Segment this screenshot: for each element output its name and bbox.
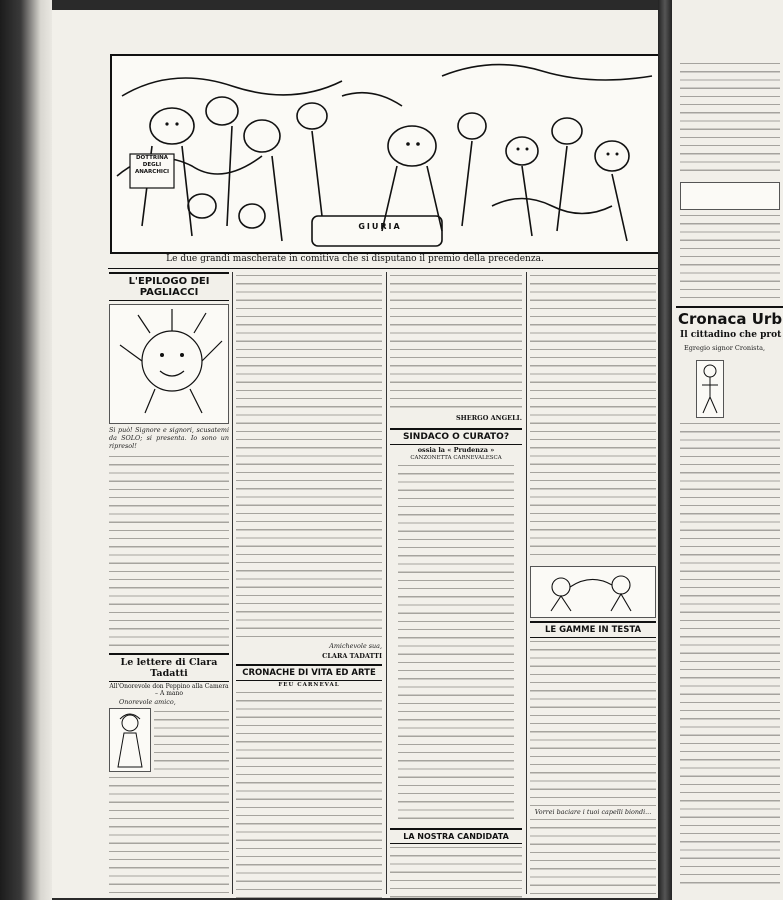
facing-page-greeting: Egregio signor Cronista, — [684, 344, 766, 352]
sign-giuria: GIURIA — [358, 222, 402, 231]
facing-page-header: Cronaca Urb — [678, 310, 783, 328]
facing-page-subheader: Il cittadino che prot — [680, 330, 782, 340]
lettere-signature: CLARA TADATTI — [322, 652, 382, 661]
book-binding — [0, 0, 52, 900]
gamme-illustration — [530, 566, 656, 618]
lettere-body-text — [109, 774, 229, 898]
column-3 — [390, 272, 522, 898]
article-title-gamme: LE GAMME IN TESTA — [544, 625, 642, 635]
lettere-salutation: Onorevole amico, — [119, 697, 176, 706]
facing-page-body — [680, 420, 780, 890]
gamme-body-continued — [530, 816, 656, 898]
page-gutter — [658, 0, 672, 900]
facing-page-ad — [680, 182, 780, 210]
newspaper-page — [52, 10, 658, 898]
cartoon-caption: Le due grandi mascherate in comitiva che si disputano il premio della precedenza. — [166, 254, 544, 264]
epilogo-body-text — [109, 453, 229, 649]
sindaco-subtitle2: CANZONETTA CARNEVALESCA — [410, 455, 502, 461]
epilogo-intro: Si può! Signore e signori, scusatemi da SOLO; si presenta. Io sono un ripresol! — [109, 426, 229, 451]
gamme-body-text — [530, 638, 656, 808]
cronache-subtitle: FEU CARNEVAL — [278, 682, 340, 689]
column4-body-text — [530, 272, 656, 562]
pagliaccio-illustration — [109, 304, 229, 424]
column3-body-text — [390, 272, 522, 412]
sindaco-subtitle: ossia la « Prudenza » — [417, 446, 495, 454]
gamme-verse: Vorrei baciare i tuoi capelli biondi... — [534, 808, 652, 816]
article-title-epilogo: L'EPILOGO DEI PAGLIACCI — [128, 276, 210, 298]
lettere-body-continued — [236, 272, 382, 640]
column-2 — [236, 272, 382, 898]
cartoon-illustration — [110, 54, 658, 254]
column-4 — [530, 272, 656, 898]
article-title-candidata: LA NOSTRA CANDIDATA — [403, 832, 509, 841]
column3-signature: SHERGO ANGELI. — [455, 414, 522, 422]
lady-illustration — [109, 708, 151, 772]
facing-page-figure — [696, 360, 724, 418]
lettere-signoff: Amichevole sua, — [329, 642, 382, 650]
column-1 — [109, 272, 229, 898]
rule-under-caption — [108, 268, 658, 269]
sign-dottrina: DOTTRINA DEGLI ANARCHICI — [134, 155, 170, 175]
lettere-dedication: All'Onorevole don Peppino alla Camera – A mano — [109, 682, 229, 697]
facing-page-text-top — [680, 60, 780, 178]
article-title-lettere: Le lettere di Clara Tadatti — [120, 656, 218, 679]
candidata-body-text — [390, 844, 522, 898]
facing-page — [672, 0, 783, 900]
sindaco-verses — [398, 462, 514, 822]
article-title-sindaco: SINDACO O CURATO? — [402, 432, 510, 442]
cronache-body-text — [236, 689, 382, 898]
article-title-cronache: CRONACHE DI VITA ED ARTE — [242, 668, 376, 679]
